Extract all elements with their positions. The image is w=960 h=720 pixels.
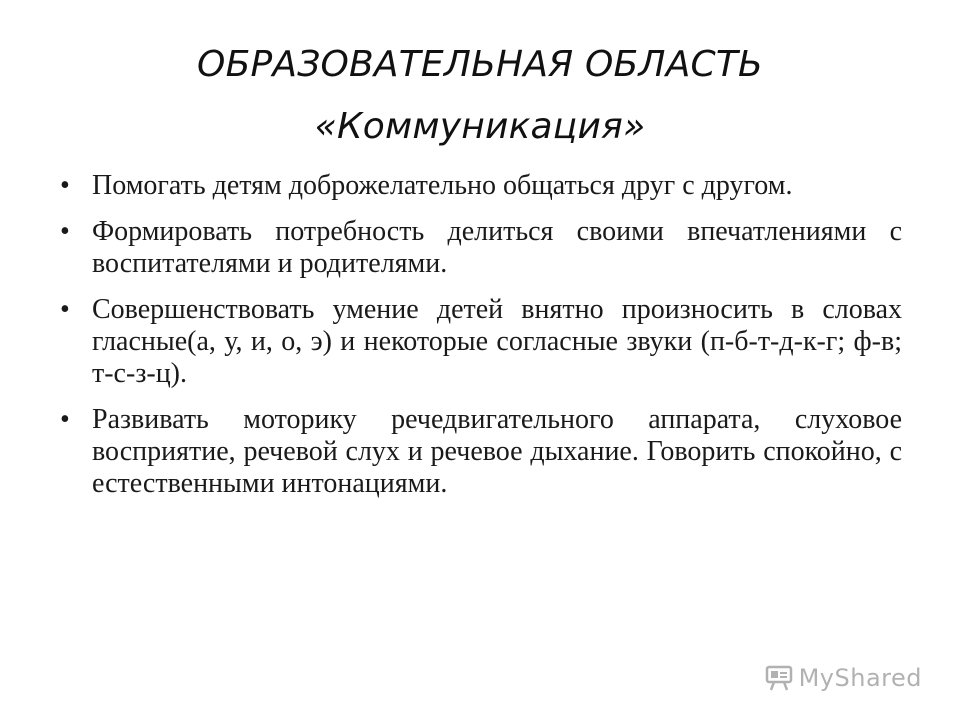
bullet-text: Помогать детям доброжелательно общаться друг с другом. <box>92 170 793 201</box>
bullet-item <box>58 404 902 500</box>
bullet-text: Развивать моторику речедвигательного аппарата, слуховое восприятие, речевой слух и речевое дыхание. Говорить спокойно, с естественными интонациями. <box>92 404 902 499</box>
bullet-text: Формировать потребность делиться своими впечатлениями с воспитателями и родителями. <box>92 216 902 279</box>
bullet-item <box>58 170 902 202</box>
bullet-item <box>58 294 902 390</box>
presentation-board-icon <box>765 665 793 691</box>
title-line-2: «Коммуникация» <box>314 106 646 147</box>
watermark <box>765 664 922 692</box>
slide-title <box>60 34 900 158</box>
title-line-1: ОБРАЗОВАТЕЛЬНАЯ ОБЛАСТЬ <box>197 44 763 85</box>
bullet-text: Совершенствовать умение детей внятно произносить в словах гласные(а, у, и, о, э) и некоторые согласные звуки (п-б-т-д-к-г; ф-в; т-с-з-ц). <box>92 294 902 389</box>
bullet-dot-icon: • <box>60 216 70 247</box>
bullet-list <box>58 170 902 514</box>
bullet-dot-icon: • <box>60 294 70 325</box>
bullet-dot-icon: • <box>60 404 70 435</box>
bullet-dot-icon: • <box>60 170 70 201</box>
watermark-text: MyShared <box>798 664 922 692</box>
bullet-item <box>58 216 902 280</box>
